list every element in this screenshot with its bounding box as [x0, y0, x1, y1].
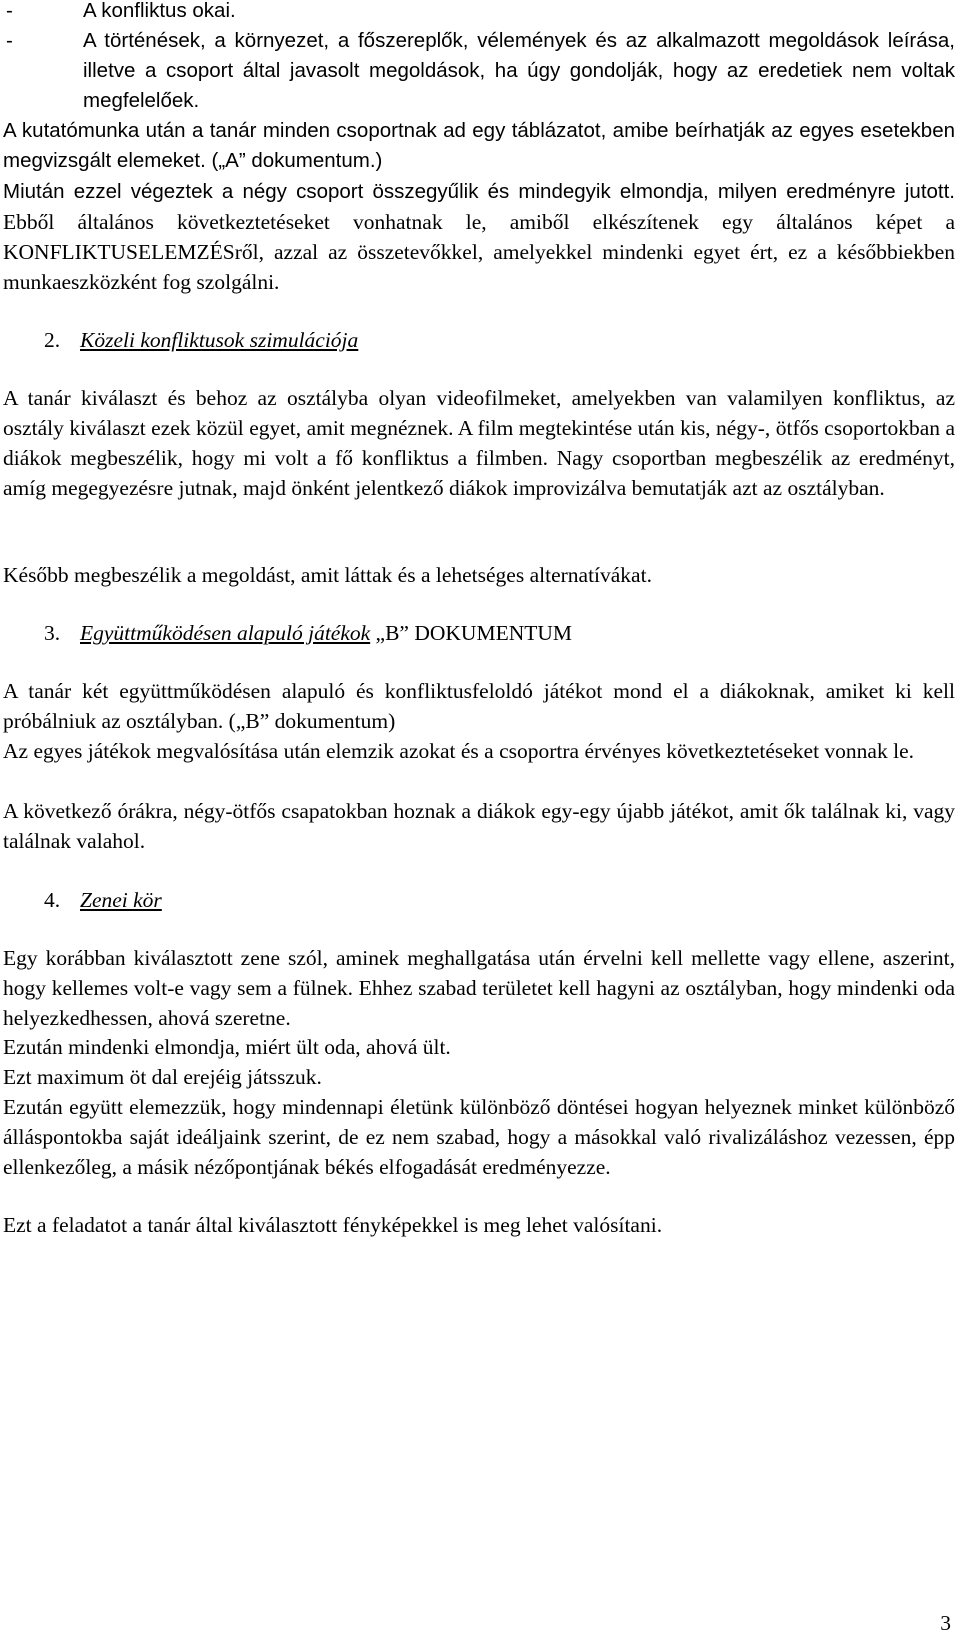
list-item: [3, 0, 955, 26]
paragraph: Ezt maximum öt dal erejéig játsszuk.: [3, 1065, 322, 1089]
section-heading: [44, 618, 572, 648]
section-heading: [44, 885, 162, 915]
paragraph-sans-part: Miután ezzel végeztek a négy csoport összegyűlik és mindegyik elmondja, milyen eredményre jutott.: [3, 180, 955, 203]
paragraph: Egy korábban kiválasztott zene szól, aminek meghallgatása után érvelni kell mellette vagy ellene, aszerint, hogy kellemes volt-e vagy sem a fülnek. Ehhez szabad területet kell hagyni az osztályban, hogy mindenki oda helyezkedhessen, ahová szeretne.: [3, 946, 955, 1030]
paragraph: [3, 176, 955, 297]
page-number: 3: [940, 1611, 951, 1635]
paragraph: A kutatómunka után a tanár minden csoportnak ad egy táblázatot, amibe beírhatják az egyes esetekben megvizsgált elemeket. („A” dokumentum.): [3, 119, 955, 172]
section-heading: [44, 325, 358, 355]
paragraph: A tanár kiválaszt és behoz az osztályba olyan videofilmeket, amelyekben van valamilyen konfliktus, az osztály kiválaszt ezek közül egyet, amit megnéznek. A film megtekintése után kis, négy-, ötfős csoportokban a diákok megbeszélik, hogy mi volt a fő konfliktus a filmben. Nagy csoportban megbeszélik az eredményt, amíg megegyezésre jutnak, majd önként jelentkező diákok improvizálva bemutatják azt az osztályban.: [3, 386, 955, 500]
section-title: Együttműködésen alapuló játékok: [80, 621, 371, 645]
bullet-dash: -: [6, 29, 13, 52]
paragraph: Később megbeszélik a megoldást, amit láttak és a lehetséges alternatívákat.: [3, 563, 652, 587]
paragraph: A tanár két együttműködésen alapuló és konfliktusfeloldó játékot mond el a diákoknak, amiket ki kell próbálniuk az osztályban. („B” dokumentum): [3, 679, 955, 733]
paragraph: A következő órákra, négy-ötfős csapatokban hoznak a diákok egy-egy újabb játékot, amit ők találnak ki, vagy találnak valahol.: [3, 799, 955, 853]
section-title: Zenei kör: [80, 888, 162, 912]
bullet-dash: -: [6, 0, 13, 22]
section-title: Közeli konfliktusok szimulációja: [80, 328, 359, 352]
bullet-list: [3, 0, 955, 116]
section-number: 2.: [44, 328, 61, 352]
paragraph: Ezt a feladatot a tanár által kiválasztott fényképekkel is meg lehet valósítani.: [3, 1213, 663, 1237]
paragraph: Ezután mindenki elmondja, miért ült oda, ahová ült.: [3, 1035, 451, 1059]
bullet-text: A konfliktus okai.: [83, 0, 236, 22]
section-number: 4.: [44, 888, 61, 912]
list-item: [3, 26, 955, 116]
paragraph: Az egyes játékok megvalósítása után elemzik azokat és a csoportra érvényes következtetéseket vonnak le.: [3, 739, 914, 763]
paragraph: Ezután együtt elemezzük, hogy mindennapi életünk különböző döntései hogyan helyeznek minket különböző álláspontokba saját ideáljaink szerint, de ez nem szabad, hogy a másokkal való rivalizáláshoz vezessen, épp ellenkezőleg, a másik nézőpontjának békés elfogadását eredményezze.: [3, 1095, 955, 1179]
section-number: 3.: [44, 621, 61, 645]
paragraph-serif-part: Ebből általános következtetéseket vonhatnak le, amiből elkészítenek egy általános képet a KONFLIKTUSELEMZÉSről, azzal az összetevőkkel, amelyekkel mindenki egyet ért, ez a későbbiekben munkaeszközként fog szolgálni.: [3, 210, 955, 294]
bullet-text: A történések, a környezet, a főszereplők, vélemények és az alkalmazott megoldások leírása, illetve a csoport által javasolt megoldások, ha úgy gondolják, hogy az eredetiek nem voltak megfelelőek.: [83, 29, 955, 112]
section-suffix: „B” DOKUMENTUM: [370, 621, 573, 645]
